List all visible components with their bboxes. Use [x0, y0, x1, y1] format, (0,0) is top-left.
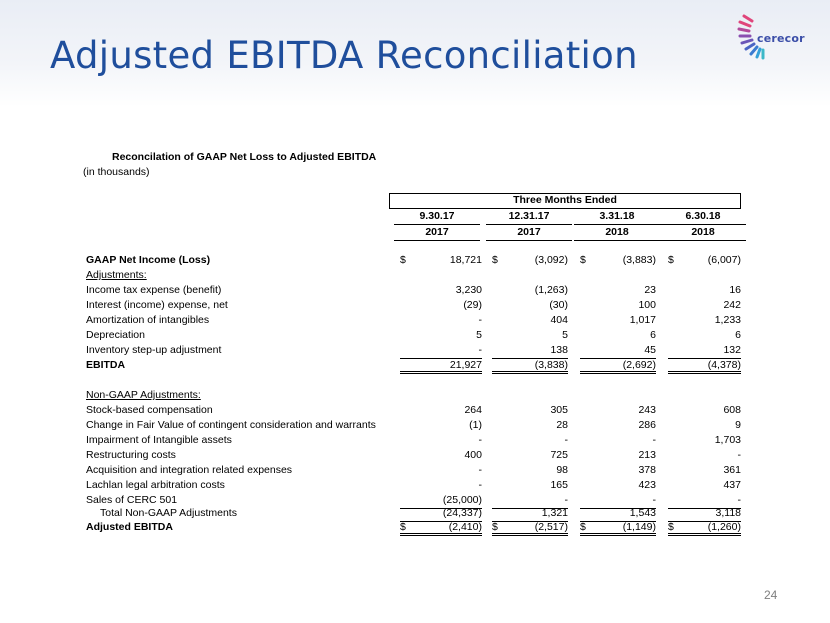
table-cell: [492, 269, 568, 284]
table-cell: [580, 299, 656, 314]
table-cell: [668, 479, 741, 494]
cell-value: 3,230: [455, 284, 482, 296]
table-cell: [668, 314, 741, 329]
cell-value: 23: [644, 284, 656, 296]
table-cell: [492, 344, 568, 359]
row-label: Adjusted EBITDA: [86, 521, 173, 533]
table-cell: [400, 419, 482, 434]
cell-value: (29): [463, 299, 482, 311]
table-row: [86, 284, 746, 299]
row-label: Income tax expense (benefit): [86, 284, 222, 296]
table-cell: [492, 299, 568, 314]
logo-wordmark: cerecor: [757, 32, 805, 45]
column-date-header: 12.31.17: [508, 210, 550, 222]
table-cell: [668, 374, 741, 389]
header-divider: [574, 240, 660, 241]
cell-value: 132: [723, 344, 741, 356]
table-cell: [492, 434, 568, 449]
page-number: 24: [764, 588, 778, 602]
currency-symbol: $: [492, 254, 498, 266]
table-cell: [492, 359, 568, 374]
table-cell: [492, 254, 568, 269]
table-cell: [668, 419, 741, 434]
table-title: Reconcilation of GAAP Net Loss to Adjusted EBITDA: [112, 151, 377, 163]
cell-value: -: [478, 344, 482, 356]
table-cell: [580, 329, 656, 344]
cell-value: (1,260): [707, 521, 741, 533]
table-row: [86, 479, 746, 494]
table-row: [86, 434, 746, 449]
cell-value: 1,543: [629, 507, 656, 519]
table-cell: [400, 449, 482, 464]
cell-value: 608: [723, 404, 741, 416]
row-label: Depreciation: [86, 329, 145, 341]
cell-value: 400: [464, 449, 482, 461]
cell-value: 243: [638, 404, 656, 416]
table-cell: [668, 434, 741, 449]
table-cell: [580, 464, 656, 479]
table-cell: [400, 254, 482, 269]
header-divider: [394, 240, 480, 241]
currency-symbol: $: [492, 521, 498, 533]
column-date-header: 9.30.17: [419, 210, 455, 222]
header-divider: [660, 240, 746, 241]
row-label: Lachlan legal arbitration costs: [86, 479, 225, 491]
table-cell: [580, 344, 656, 359]
table-cell: [400, 521, 482, 536]
table-row: [86, 419, 746, 434]
cell-value: 100: [638, 299, 656, 311]
column-date-header: 6.30.18: [685, 210, 721, 222]
cell-value: (30): [549, 299, 568, 311]
row-label: Sales of CERC 501: [86, 494, 178, 506]
cell-value: -: [478, 464, 482, 476]
row-label: Total Non-GAAP Adjustments: [100, 507, 237, 519]
table-cell: [580, 507, 656, 522]
cell-value: 1,321: [541, 507, 568, 519]
table-cell: [668, 404, 741, 419]
cell-value: (2,517): [534, 521, 568, 533]
table-row: [86, 254, 746, 269]
cell-value: (2,410): [448, 521, 482, 533]
table-cell: [400, 389, 482, 404]
table-cell: [580, 479, 656, 494]
cell-value: -: [737, 494, 741, 506]
table-cell: [400, 434, 482, 449]
table-cell: [580, 434, 656, 449]
cell-value: 404: [550, 314, 568, 326]
cell-value: 378: [638, 464, 656, 476]
column-year-header: 2018: [691, 226, 715, 238]
period-header: Three Months Ended: [389, 193, 741, 209]
table-cell: [400, 479, 482, 494]
cell-value: 3,118: [715, 507, 741, 519]
cell-value: -: [478, 434, 482, 446]
table-cell: [492, 449, 568, 464]
table-cell: [400, 507, 482, 522]
table-cell: [492, 419, 568, 434]
table-cell: [400, 344, 482, 359]
table-cell: [400, 404, 482, 419]
cell-value: -: [564, 494, 568, 506]
cell-value: 437: [723, 479, 741, 491]
cell-value: -: [737, 449, 741, 461]
cell-value: 725: [550, 449, 568, 461]
cell-value: (4,378): [707, 359, 741, 371]
table-cell: [668, 329, 741, 344]
row-label: Inventory step-up adjustment: [86, 344, 222, 356]
row-label: Change in Fair Value of contingent consideration and warrants: [86, 419, 376, 431]
cell-value: (24,337): [442, 507, 482, 519]
table-cell: [668, 284, 741, 299]
row-label: Stock-based compensation: [86, 404, 213, 416]
cell-value: 45: [644, 344, 656, 356]
table-cell: [492, 404, 568, 419]
table-cell: [400, 269, 482, 284]
cell-value: (1,263): [534, 284, 568, 296]
table-cell: [580, 284, 656, 299]
table-cell: [668, 507, 741, 522]
row-label: Adjustments:: [86, 269, 147, 281]
table-cell: [492, 507, 568, 522]
table-cell: [400, 329, 482, 344]
cell-value: 305: [550, 404, 568, 416]
cell-value: 98: [556, 464, 568, 476]
currency-symbol: $: [400, 254, 406, 266]
cell-value: 9: [735, 419, 741, 431]
header-divider: [486, 240, 572, 241]
table-cell: [668, 359, 741, 374]
table-row: [86, 404, 746, 419]
table-cell: [400, 284, 482, 299]
cell-value: -: [652, 494, 656, 506]
cell-value: 5: [562, 329, 568, 341]
table-cell: [400, 299, 482, 314]
cell-value: 1,703: [714, 434, 741, 446]
column-year-header: 2017: [517, 226, 541, 238]
row-label: Non-GAAP Adjustments:: [86, 389, 201, 401]
table-cell: [580, 314, 656, 329]
cell-value: 264: [464, 404, 482, 416]
cell-value: (3,092): [534, 254, 568, 266]
cell-value: 242: [723, 299, 741, 311]
table-cell: [668, 389, 741, 404]
row-label: Acquisition and integration related expenses: [86, 464, 293, 476]
table-cell: [400, 359, 482, 374]
header-divider: [394, 224, 480, 225]
table-cell: [492, 389, 568, 404]
table-cell: [492, 464, 568, 479]
table-cell: [580, 521, 656, 536]
cell-value: (1,149): [622, 521, 656, 533]
row-label: EBITDA: [86, 359, 126, 371]
row-label: Interest (income) expense, net: [86, 299, 228, 311]
table-row: [86, 359, 746, 374]
row-label: GAAP Net Income (Loss): [86, 254, 211, 266]
currency-symbol: $: [580, 254, 586, 266]
header-divider: [486, 224, 572, 225]
table-cell: [492, 284, 568, 299]
table-cell: [668, 254, 741, 269]
cell-value: 423: [638, 479, 656, 491]
column-year-header: 2018: [605, 226, 629, 238]
table-cell: [668, 269, 741, 284]
cell-value: (2,692): [622, 359, 656, 371]
cell-value: 1,017: [629, 314, 656, 326]
table-row: [86, 464, 746, 479]
table-cell: [668, 449, 741, 464]
cell-value: 16: [729, 284, 741, 296]
table-cell: [580, 449, 656, 464]
column-date-header: 3.31.18: [599, 210, 635, 222]
cell-value: (6,007): [707, 254, 741, 266]
currency-symbol: $: [668, 521, 674, 533]
table-row: [86, 299, 746, 314]
table-subtitle: (in thousands): [83, 166, 150, 178]
cell-value: (3,883): [622, 254, 656, 266]
table-cell: [668, 464, 741, 479]
slide-title: Adjusted EBITDA Reconciliation: [50, 34, 638, 77]
header-divider: [660, 224, 746, 225]
cell-value: 28: [556, 419, 568, 431]
cell-value: 18,721: [449, 254, 482, 266]
column-year-header: 2017: [425, 226, 449, 238]
cell-value: 138: [550, 344, 568, 356]
cell-value: (1): [469, 419, 482, 431]
table-cell: [580, 359, 656, 374]
currency-symbol: $: [400, 521, 406, 533]
currency-symbol: $: [580, 521, 586, 533]
table-cell: [580, 254, 656, 269]
table-row: [86, 329, 746, 344]
table-row: [86, 374, 746, 389]
table-cell: [400, 314, 482, 329]
table-row: [86, 269, 746, 284]
table-cell: [668, 344, 741, 359]
table-cell: [580, 269, 656, 284]
cell-value: -: [564, 434, 568, 446]
table-cell: [492, 314, 568, 329]
cell-value: 21,927: [449, 359, 482, 371]
table-cell: [492, 374, 568, 389]
cell-value: 213: [638, 449, 656, 461]
table-cell: [400, 374, 482, 389]
cell-value: -: [478, 479, 482, 491]
cell-value: 1,233: [714, 314, 741, 326]
table-cell: [580, 389, 656, 404]
table-cell: [668, 299, 741, 314]
table-row: [86, 521, 746, 536]
cell-value: 361: [723, 464, 741, 476]
row-label: Impairment of Intangible assets: [86, 434, 232, 446]
cell-value: -: [478, 314, 482, 326]
table-cell: [492, 479, 568, 494]
header-divider: [574, 224, 660, 225]
row-label: Restructuring costs: [86, 449, 176, 461]
table-cell: [492, 329, 568, 344]
row-label: Amortization of intangibles: [86, 314, 210, 326]
cell-value: 6: [650, 329, 656, 341]
cell-value: 5: [476, 329, 482, 341]
table-cell: [668, 521, 741, 536]
cell-value: (3,838): [534, 359, 568, 371]
table-row: [86, 344, 746, 359]
table-row: [86, 314, 746, 329]
currency-symbol: $: [668, 254, 674, 266]
table-cell: [492, 521, 568, 536]
table-cell: [580, 404, 656, 419]
cell-value: 165: [550, 479, 568, 491]
table-row: [86, 389, 746, 404]
table-row: [86, 507, 746, 522]
cell-value: -: [652, 434, 656, 446]
table-cell: [580, 419, 656, 434]
cell-value: 6: [735, 329, 741, 341]
cell-value: (25,000): [442, 494, 482, 506]
table-cell: [400, 464, 482, 479]
table-cell: [580, 374, 656, 389]
cell-value: 286: [638, 419, 656, 431]
table-row: [86, 449, 746, 464]
